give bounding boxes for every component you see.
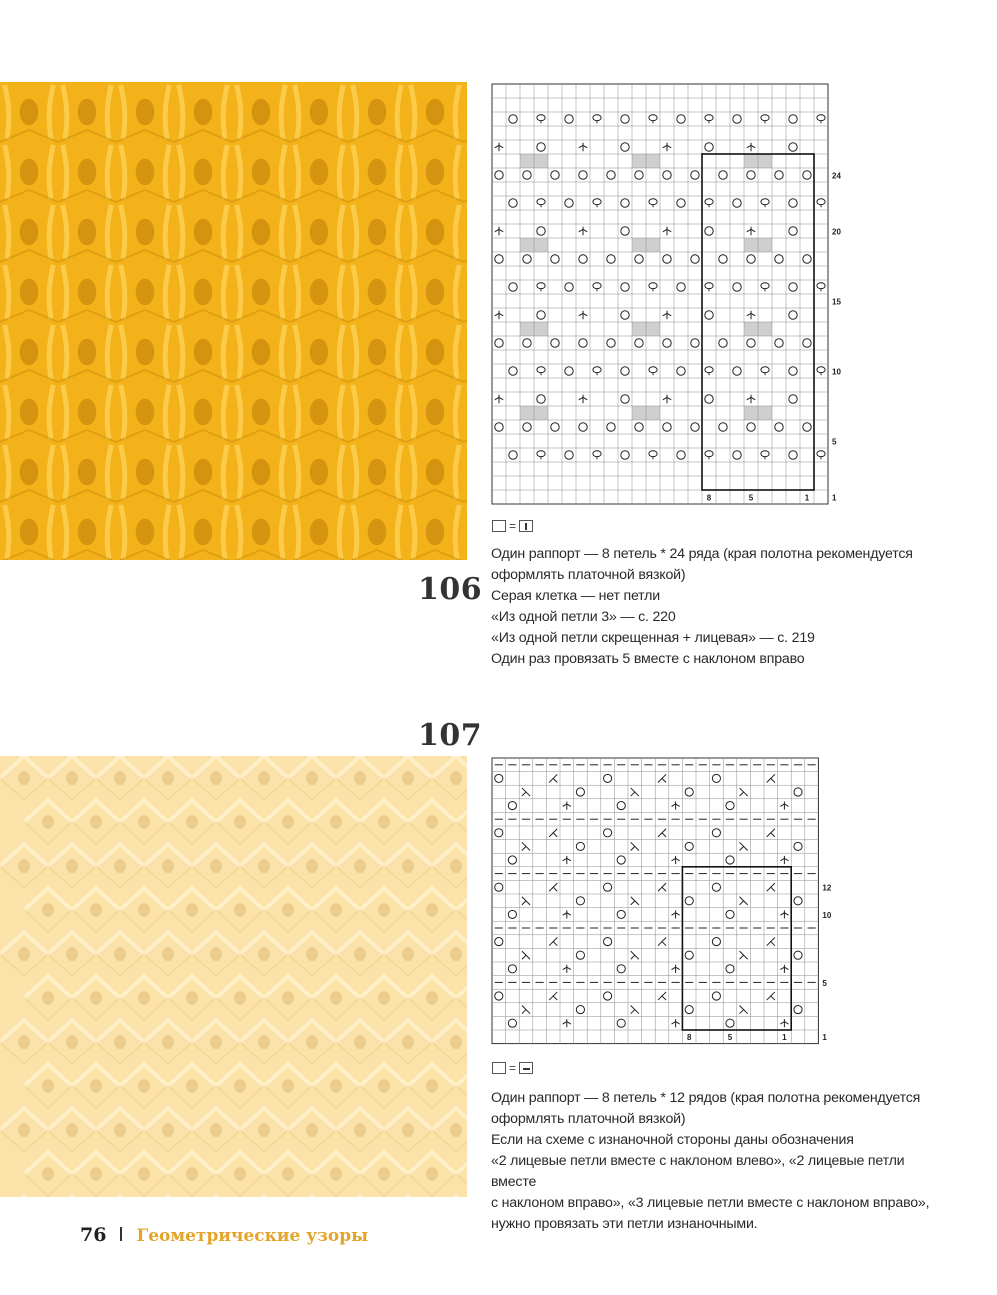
page-number: 76	[80, 1224, 107, 1246]
legend-empty-cell-icon	[492, 520, 506, 532]
chart-legend-107	[492, 1062, 533, 1074]
row-label: 5	[832, 437, 837, 447]
page-footer	[80, 1224, 368, 1246]
note-line: Один раппорт — 8 петель * 12 рядов (края полотна рекомендуется	[491, 1090, 921, 1106]
note-line: Серая клетка — нет петли	[491, 588, 660, 604]
note-line: Если на схеме с изнаночной стороны даны обозначения	[491, 1132, 854, 1148]
note-line: Один раппорт — 8 петель * 24 ряда (края полотна рекомендуется	[491, 546, 913, 562]
note-line: оформлять платочной вязкой)	[491, 1111, 686, 1127]
legend-equals: =	[509, 519, 517, 533]
legend-purl-stitch-icon	[519, 1062, 533, 1074]
row-labels	[832, 172, 841, 503]
row-label: 10	[822, 910, 832, 920]
stitch-label: 8	[686, 1033, 692, 1043]
row-label: 10	[832, 367, 841, 377]
stitch-label: 1	[804, 493, 810, 503]
pattern-number-107: 107	[418, 718, 483, 753]
legend-equals: =	[509, 1061, 517, 1075]
knitting-swatch-photo-106	[0, 82, 467, 560]
section-title: Геометрические узоры	[136, 1226, 369, 1246]
chart-grid	[492, 84, 828, 504]
knitting-chart-106	[490, 82, 880, 512]
knitting-chart-107	[490, 756, 880, 1056]
note-line: с наклоном вправо», «3 лицевые петли вместе с наклоном вправо»,	[491, 1195, 930, 1211]
note-line: нужно провязать эти петли изнаночными.	[491, 1216, 758, 1232]
chart-grid	[492, 758, 818, 1044]
legend-knit-stitch-icon	[519, 520, 533, 532]
pattern-notes-106	[491, 544, 941, 670]
note-line: «Из одной петли 3» — с. 220	[491, 609, 676, 625]
stitch-label: 8	[706, 493, 712, 503]
note-line: оформлять платочной вязкой)	[491, 567, 686, 583]
note-line: «Из одной петли скрещенная + лицевая» — с. 219	[491, 630, 815, 646]
row-labels	[822, 884, 831, 1043]
knitting-swatch-photo-107	[0, 756, 467, 1197]
row-label: 1	[832, 493, 837, 503]
row-label: 1	[822, 1033, 827, 1043]
note-line: Один раз провязать 5 вместе с наклоном вправо	[491, 651, 805, 667]
footer-separator	[120, 1227, 122, 1241]
chart-legend-106	[492, 520, 533, 532]
pattern-number-106: 106	[418, 572, 483, 607]
row-label: 5	[822, 978, 827, 988]
row-label: 20	[832, 227, 841, 237]
pattern-notes-107	[491, 1088, 941, 1235]
legend-empty-cell-icon	[492, 1062, 506, 1074]
row-label: 15	[832, 297, 841, 307]
row-label: 24	[832, 171, 841, 181]
row-label: 12	[822, 883, 832, 893]
stitch-label: 5	[727, 1033, 733, 1043]
note-line: «2 лицевые петли вместе с наклоном влево», «2 лицевые петли вместе	[491, 1153, 905, 1190]
stitch-label: 1	[782, 1033, 787, 1043]
stitch-label: 5	[748, 493, 754, 503]
